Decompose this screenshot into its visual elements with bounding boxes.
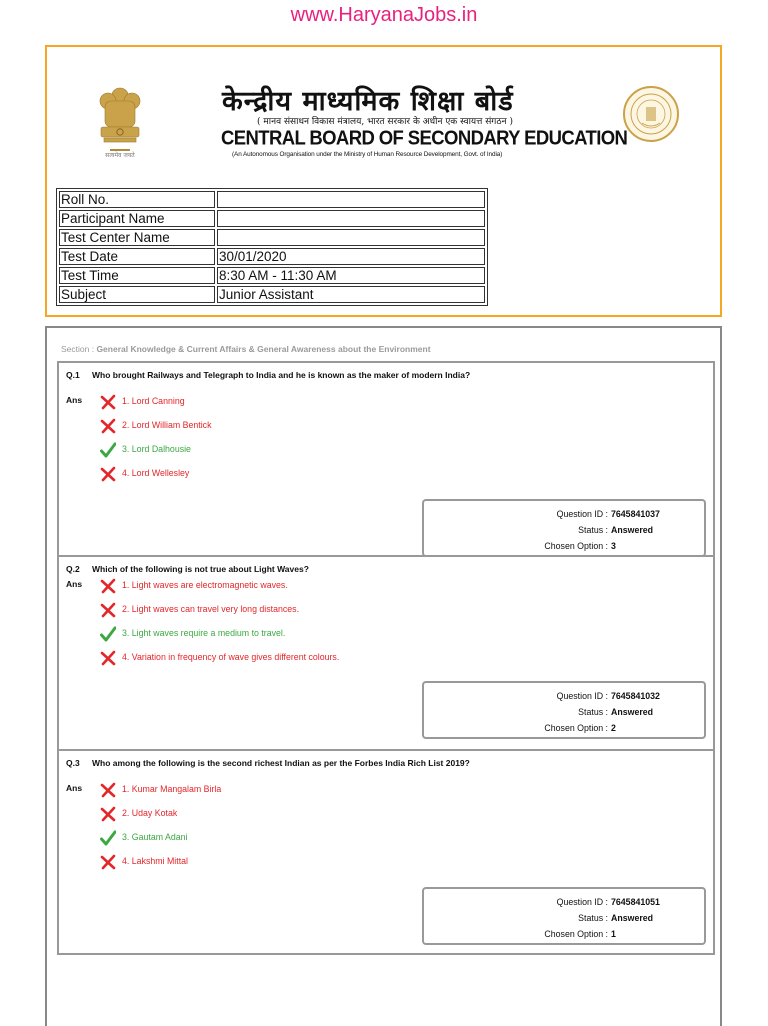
option-text: 3. Gautam Adani xyxy=(122,832,188,842)
status-value: Answered xyxy=(611,913,654,923)
option-text: 2. Lord William Bentick xyxy=(122,420,212,430)
info-label: Participant Name xyxy=(59,210,215,227)
question-meta xyxy=(422,681,706,739)
info-row xyxy=(59,229,485,246)
cross-icon xyxy=(100,854,116,870)
chosen-option-value: 1 xyxy=(611,929,616,939)
cross-icon xyxy=(100,394,116,410)
ans-label: Ans xyxy=(66,783,83,793)
question-meta xyxy=(422,887,706,945)
question-text: Who among the following is the second richest Indian as per the Forbes India Rich List 2019? xyxy=(92,758,470,768)
option-text: 4. Variation in frequency of wave gives different colours. xyxy=(122,652,340,662)
status-row: Status : Answered xyxy=(578,707,654,717)
status-value: Answered xyxy=(611,707,654,717)
option-text: 4. Lord Wellesley xyxy=(122,468,190,478)
info-label: Roll No. xyxy=(59,191,215,208)
check-icon xyxy=(100,442,116,458)
candidate-info-table xyxy=(56,188,488,306)
info-value: Junior Assistant xyxy=(217,286,485,303)
status-row: Status : Answered xyxy=(578,525,654,535)
question-id: 7645841037 xyxy=(611,509,660,519)
cbse-seal-icon xyxy=(622,85,680,143)
status-row: Status : Answered xyxy=(578,913,654,923)
info-value: 30/01/2020 xyxy=(217,248,485,265)
check-icon xyxy=(100,830,116,846)
cross-icon xyxy=(100,602,116,618)
question-meta xyxy=(422,499,706,557)
question-number: Q.2 xyxy=(66,564,80,574)
question-text: Who brought Railways and Telegraph to India and he is known as the maker of modern India? xyxy=(92,370,471,380)
emblem-caption: सत्यमेव जयते xyxy=(105,152,135,159)
option-text: 4. Lakshmi Mittal xyxy=(122,856,188,866)
question-number: Q.3 xyxy=(66,758,80,768)
info-row xyxy=(59,267,485,284)
option-text: 3. Light waves require a medium to travel. xyxy=(122,628,286,638)
english-title: CENTRAL BOARD OF SECONDARY EDUCATION xyxy=(221,125,628,149)
cross-icon xyxy=(100,782,116,798)
chosen-option-row: Chosen Option : 3 xyxy=(544,541,616,551)
response-sheet xyxy=(45,326,722,1026)
english-subtitle: (An Autonomous Organisation under the Ministry of Human Resource Development, Govt. of India) xyxy=(232,151,503,158)
chosen-option-row: Chosen Option : 2 xyxy=(544,723,616,733)
info-row xyxy=(59,286,485,303)
info-value xyxy=(217,210,485,227)
national-emblem-icon xyxy=(95,85,145,161)
question-id-row: Question ID : 7645841051 xyxy=(556,897,660,907)
info-value: 8:30 AM - 11:30 AM xyxy=(217,267,485,284)
cross-icon xyxy=(100,806,116,822)
question-text: Which of the following is not true about Light Waves? xyxy=(92,564,309,574)
question-number: Q.1 xyxy=(66,370,80,380)
chosen-option-value: 3 xyxy=(611,541,616,551)
question-id-row: Question ID : 7645841037 xyxy=(556,509,660,519)
question-card xyxy=(57,749,715,955)
status-value: Answered xyxy=(611,525,654,535)
question-card xyxy=(57,555,715,751)
info-row xyxy=(59,248,485,265)
option-text: 2. Uday Kotak xyxy=(122,808,178,818)
cross-icon xyxy=(100,466,116,482)
check-icon xyxy=(100,626,116,642)
option-text: 3. Lord Dalhousie xyxy=(122,444,191,454)
hindi-title: केन्द्रीय माध्यमिक शिक्षा बोर्ड xyxy=(222,86,514,117)
info-label: Subject xyxy=(59,286,215,303)
info-label: Test Time xyxy=(59,267,215,284)
ans-label: Ans xyxy=(66,395,83,405)
option-text: 1. Lord Canning xyxy=(122,396,185,406)
question-id: 7645841032 xyxy=(611,691,660,701)
option-text: 1. Light waves are electromagnetic waves. xyxy=(122,580,288,590)
cross-icon xyxy=(100,578,116,594)
chosen-option-row: Chosen Option : 1 xyxy=(544,929,616,939)
chosen-option-value: 2 xyxy=(611,723,616,733)
cross-icon xyxy=(100,418,116,434)
option-text: 1. Kumar Mangalam Birla xyxy=(122,784,222,794)
option-text: 2. Light waves can travel very long distances. xyxy=(122,604,300,614)
info-value xyxy=(217,191,485,208)
section-header: Section : General Knowledge & Current Affairs & General Awareness about the Environment xyxy=(61,344,431,354)
cbse-header xyxy=(45,45,722,317)
site-url: www.HaryanaJobs.in xyxy=(290,4,478,26)
question-card xyxy=(57,361,715,557)
ans-label: Ans xyxy=(66,579,83,589)
info-label: Test Date xyxy=(59,248,215,265)
info-row xyxy=(59,210,485,227)
cross-icon xyxy=(100,650,116,666)
question-id: 7645841051 xyxy=(611,897,660,907)
info-value xyxy=(217,229,485,246)
question-id-row: Question ID : 7645841032 xyxy=(556,691,660,701)
info-row xyxy=(59,191,485,208)
hindi-subtitle: ( मानव संसाधन विकास मंत्रालय, भारत सरकार के अधीन एक स्वायत्त संगठन ) xyxy=(257,117,513,127)
info-label: Test Center Name xyxy=(59,229,215,246)
